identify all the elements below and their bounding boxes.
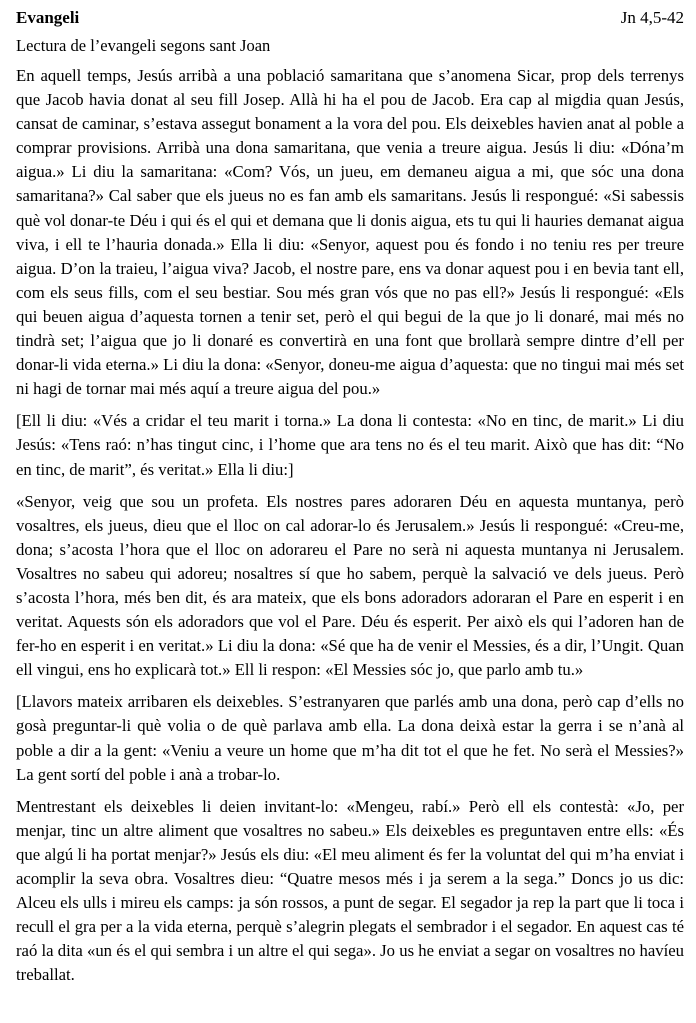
paragraph-5: Mentrestant els deixebles li deien invitant-lo: «Mengeu, rabí.» Però ell els contestà: «Jo, per menjar, tinc un altre aliment que vosaltres no sabeu.» Els deixebles es preguntaven entre ells: «És que algú li ha portat menjar?» Jesús els diu: «El meu aliment és fer la voluntat del qui m’ha enviat i acomplir la seva obra. Vosaltres dieu: “Quatre mesos més i ja serem a la sega.” Doncs jo us dic: Alceu els ulls i mireu els camps: ja són rossos, a punt de segar. El segador ja rep la part que li toca i recull el gra per a la vida eterna, perquè s’alegrin plegats el sembrador i el segador. En aquest cas té raó la dita «un és el qui sembra i un altre el qui sega». Jo us he enviat a segar on vosaltres no havíeu treballat. (16, 796, 684, 985)
paragraph-3: «Senyor, veig que sou un profeta. Els nostres pares adoraren Déu en aquesta muntanya, però vosaltres, els jueus, dieu que el lloc on cal adorar-lo és Jerusalem.» Jesús li respongué: «Creu-me, dona; s’acosta l’hora que el lloc on adorareu el Pare no serà ni aquesta muntanya ni Jerusalem. Vosaltres no sabeu qui adoreu; nosaltres sí que ho sabem, perquè la salvació ve dels jueus. Però s’acosta l’hora, més ben dit, és ara mateix, que els bons adoradors adoraran el Pare en esperit i en veritat. Aquests són els adoradors que vol el Pare. Déu és esperit. Per això els qui l’adoren han de fer-ho en esperit i en veritat.» Li diu la dona: «Sé que ha de venir el Messies, és a dir, l’Ungit. Quan ell vingui, ens ho explicarà tot.» Ell li respon: «El Messies sóc jo, que parlo amb tu.» (16, 491, 684, 680)
paragraph-2: [Ell li diu: «Vés a cridar el teu marit i torna.» La dona li contesta: «No en tinc, de marit.» Li diu Jesús: «Tens raó: n’has tingut cinc, i l’home que ara tens no és el teu marit. Això que has dit: “No en tinc, de marit”, és veritat.» Ella li diu:] (16, 411, 684, 479)
reading-subtitle: Lectura de l’evangeli segons sant Joan (16, 36, 271, 55)
paragraph-1: En aquell temps, Jesús arribà a una població samaritana que s’anomena Sicar, prop dels terrenys que Jacob havia donat al seu fill Josep. Allà hi ha el pou de Jacob. Era cap al migdia quan Jesús, cansat de caminar, s’estava assegut bonament a la vora del pou. Els deixebles havien anat al poble a comprar provisions. Arribà una dona samaritana, que venia a treure aigua. Jesús li diu: «Dóna’m aigua.» Li diu la samaritana: «Com? Vós, un jueu, em demaneu aigua a mi, que sóc una dona samaritana?» Cal saber que els jueus no es fan amb els samaritans. Jesús li respongué: «Si sabessis què vol donar-te Déu i qui és el qui et demana que li donis aigua, ets tu qui li hauries demanat aigua viva, i ell te l’hauria donada.» Ella li diu: «Senyor, aquest pou és fondo i no teniu res per treure aigua. D’on la traieu, l’aigua viva? Jacob, el nostre pare, ens va donar aquest pou i en bevia tant ell, com els seus fills, com el seu bestiar. Sou més gran vós que no pas ell?» Jesús li respongué: «Els qui beuen aigua d’aquesta tornen a tenir set, però el qui begui de la que jo li donaré, mai més no tindrà set; l’aigua que jo li donaré es convertirà en una font que brollarà sempre dintre d’ell per donar-li vida eterna.» Li diu la dona: «Senyor, doneu-me aigua d’aquesta: que no tingui mai més set ni hagi de tornar mai més aquí a treure aigua del pou.» (16, 66, 684, 399)
paragraph-4: [Llavors mateix arribaren els deixebles. S’estranyaren que parlés amb una dona, però cap d’ells no gosà preguntar-li què volia o de què parlava amb ella. La dona deixà estar la gerra i se n’anà al poble a dir a la gent: «Veniu a veure un home que m’ha dit tot el que he fet. No serà el Messies?» La gent sortí del poble i anà a trobar-lo. (16, 692, 684, 784)
section-title: Evangeli (16, 8, 80, 27)
header (16, 8, 684, 34)
document-page (16, 8, 684, 995)
scripture-reference: Jn 4,5-42 (620, 8, 684, 27)
